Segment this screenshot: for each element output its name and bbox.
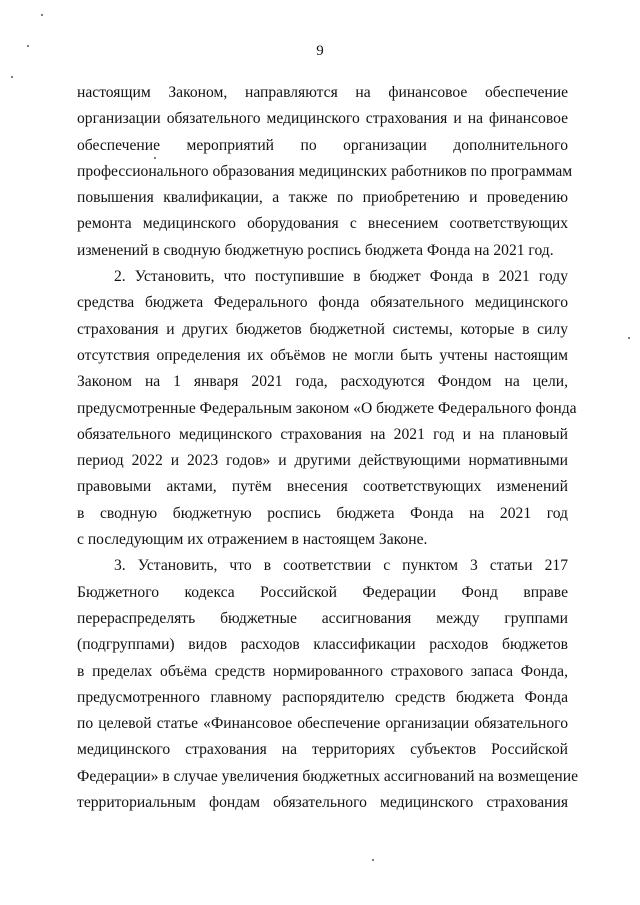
text-line: Законом на 1 января 2021 года, расходуются Фондом на цели, [77, 373, 568, 391]
text-line: обязательного медицинского страхования на 2021 год и на плановый [77, 425, 568, 443]
text-line: с последующим их отражением в настоящем Законе. [77, 531, 428, 549]
text-line: правовыми актами, путём внесения соответствующих изменений [77, 478, 568, 496]
text-line: изменений в сводную бюджетную роспись бюджета Фонда на 2021 год. [77, 241, 554, 259]
paragraph-1 [77, 80, 573, 264]
scan-speck [11, 76, 13, 78]
text-line: в пределах объёма средств нормированного страхового запаса Фонда, [77, 662, 568, 680]
text-line: настоящим Законом, направляются на финансовое обеспечение [77, 84, 568, 101]
text-line: предусмотренные Федеральным законом «О бюджете Федерального фонда [77, 399, 577, 417]
text-line: по целевой статье «Финансовое обеспечение организации обязательного [77, 715, 568, 733]
paragraph-3 [77, 553, 579, 816]
text-line: 3. Установить, что в соответствии с пунктом 3 статьи 217 [114, 557, 568, 575]
page-number: 9 [316, 43, 324, 59]
scan-speck [372, 859, 374, 861]
text-line: ремонта медицинского оборудования с внесением соответствующих [77, 215, 568, 233]
text-line: перераспределять бюджетные ассигнования между группами [77, 609, 568, 627]
text-line: повышения квалификации, а также по приобретению и проведению [77, 189, 568, 207]
text-line: период 2022 и 2023 годов» и другими действующими нормативными [77, 452, 568, 470]
text-line: профессионального образования медицинских работников по программам [77, 162, 573, 180]
text-line: 2. Установить, что поступившие в бюджет Фонда в 2021 году [114, 268, 568, 286]
text-line: обеспечение мероприятий по организации дополнительного [77, 136, 568, 154]
text-line: отсутствия определения их объёмов не могли быть учтены настоящим [77, 346, 568, 364]
text-line: территориальным фондам обязательного медицинского страхования [77, 794, 568, 812]
text-line: организации обязательного медицинского страхования и на финансовое [77, 110, 568, 128]
scan-speck [41, 14, 43, 16]
scan-speck [628, 337, 630, 339]
text-line: медицинского страхования на территориях субъектов Российской [77, 741, 568, 759]
text-line: (подгруппами) видов расходов классификации расходов бюджетов [77, 636, 568, 654]
text-line: в сводную бюджетную роспись бюджета Фонда на 2021 год [77, 504, 568, 522]
text-line: страхования и других бюджетов бюджетной системы, которые в силу [77, 320, 568, 338]
text-line: предусмотренного главному распорядителю средств бюджета Фонда [77, 688, 568, 706]
paragraph-2 [77, 264, 577, 553]
text-line: Бюджетного кодекса Российской Федерации Фонд вправе [77, 583, 568, 601]
document-body [77, 80, 579, 816]
text-line: Федерации» в случае увеличения бюджетных ассигнований на возмещение [77, 767, 579, 785]
text-line: средства бюджета Федерального фонда обязательного медицинского [77, 294, 568, 312]
